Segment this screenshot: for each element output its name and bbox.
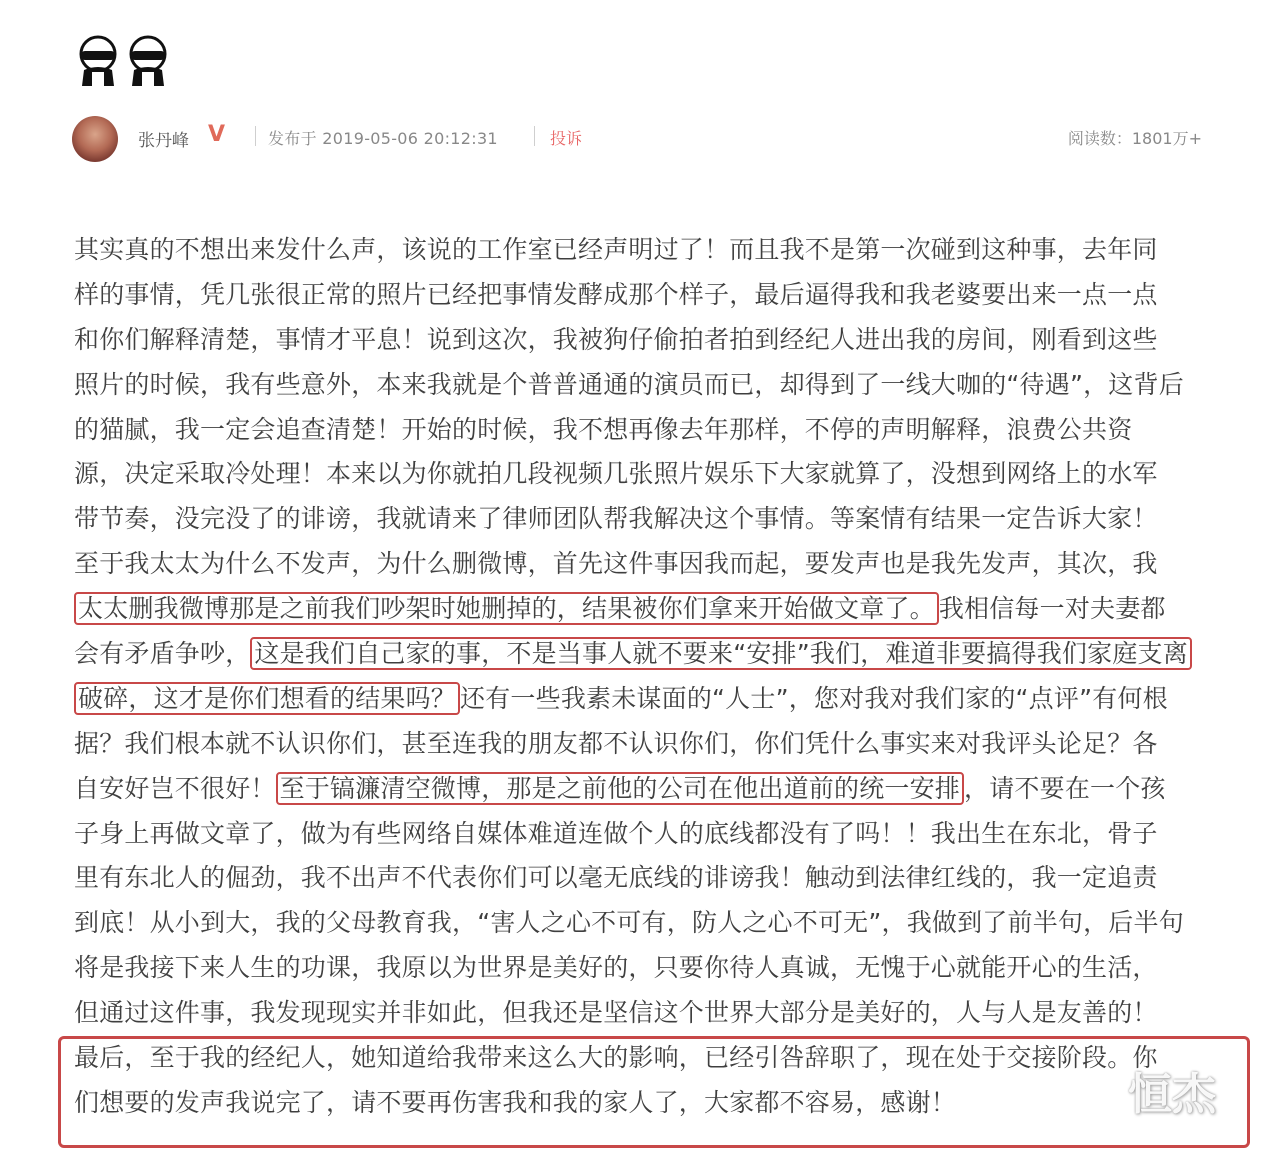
divider [534, 126, 535, 146]
body-line: 但通过这件事，我发现现实并非如此，但我还是坚信这个世界大部分是美好的，人与人是友善的！ [74, 998, 1158, 1028]
read-count: 阅读数：1801万+ [1067, 129, 1202, 148]
author-name[interactable]: 张丹峰 [138, 131, 189, 151]
emoji-header [74, 34, 172, 86]
post-body [74, 228, 1204, 1126]
avatar[interactable] [72, 116, 118, 162]
report-link[interactable]: 投诉 [550, 129, 583, 148]
body-line: 里有东北人的倔劲，我不出声不代表你们可以毫无底线的诽谤我！触动到法律红线的，我一定追责 [74, 863, 1158, 893]
highlighted-phrase: 这是我们自己家的事，不是当事人就不要来“安排”我们，难道非要搞得我们家庭支离 [250, 637, 1192, 670]
body-line: 到底！从小到大，我的父母教育我，“害人之心不可有，防人之心不可无”，我做到了前半句，后半句 [74, 908, 1184, 938]
post-header [72, 116, 1202, 160]
body-text: 会有矛盾争吵， [74, 639, 251, 669]
body-text: 还有一些我素未谋面的“人士”，您对我对我们家的“点评”有何根 [460, 683, 1168, 713]
body-line: 和你们解释清楚，事情才平息！说到这次，我被狗仔偷拍者拍到经纪人进出我的房间，刚看到这些 [74, 324, 1158, 354]
body-line [74, 587, 1204, 632]
body-line [74, 677, 1204, 722]
body-line: 的猫腻，我一定会追查清楚！开始的时候，我不想再像去年那样，不停的声明解释，浪费公共资 [74, 414, 1133, 444]
body-text: ，请不要在一个孩 [964, 773, 1166, 803]
body-line: 子身上再做文章了，做为有些网络自媒体难道连做个人的底线都没有了吗！！我出生在东北，骨子 [74, 818, 1158, 848]
body-line: 照片的时候，我有些意外，本来我就是个普普通通的演员而已，却得到了一线大咖的“待遇”，这背后 [74, 369, 1184, 399]
body-text: 自安好岂不很好！ [74, 773, 276, 803]
highlighted-phrase: 破碎，这才是你们想看的结果吗？ [74, 682, 460, 715]
see-no-evil-emoji-icon [124, 34, 172, 86]
highlighted-phrase: 太太删我微博那是之前我们吵架时她删掉的，结果被你们拿来开始做文章了。 [74, 592, 939, 625]
body-line: 据？我们根本就不认识你们，甚至连我的朋友都不认识你们，你们凭什么事实来对我评头论足？各 [74, 728, 1158, 758]
body-line [74, 767, 1204, 812]
highlighted-phrase: 至于镐濂清空微博，那是之前他的公司在他出道前的统一安排 [276, 772, 964, 805]
body-line: 们想要的发声我说完了，请不要再伤害我和我的家人了，大家都不容易，感谢！ [74, 1087, 957, 1117]
body-line: 至于我太太为什么不发声，为什么删微博，首先这件事因我而起，要发声也是我先发声，其次，我 [74, 549, 1158, 579]
body-line: 其实真的不想出来发什么声，该说的工作室已经声明过了！而且我不是第一次碰到这种事，去年同 [74, 235, 1158, 264]
body-line: 样的事情，凭几张很正常的照片已经把事情发酵成那个样子，最后逼得我和我老婆要出来一点一点 [74, 279, 1158, 309]
body-line: 源，决定采取冷处理！本来以为你就拍几段视频几张照片娱乐下大家就算了，没想到网络上的水军 [74, 459, 1158, 489]
divider [255, 126, 256, 146]
publish-time: 发布于 2019-05-06 20:12:31 [268, 129, 498, 148]
body-text: 我相信每一对夫妻都 [938, 594, 1166, 624]
body-line: 带节奏，没完没了的诽谤，我就请来了律师团队帮我解决这个事情。等案情有结果一定告诉大家！ [74, 504, 1158, 534]
body-line [74, 632, 1204, 677]
body-line: 将是我接下来人生的功课，我原以为世界是美好的，只要你待人真诚，无愧于心就能开心的生活， [74, 953, 1158, 983]
see-no-evil-emoji-icon [74, 34, 122, 86]
watermark: 恒杰 [1128, 1069, 1216, 1120]
body-line: 最后，至于我的经纪人，她知道给我带来这么大的影响，已经引咎辞职了，现在处于交接阶段。你 [74, 1043, 1158, 1073]
verified-v-icon: V [208, 122, 226, 147]
highlighted-paragraph-box [58, 1036, 1250, 1148]
